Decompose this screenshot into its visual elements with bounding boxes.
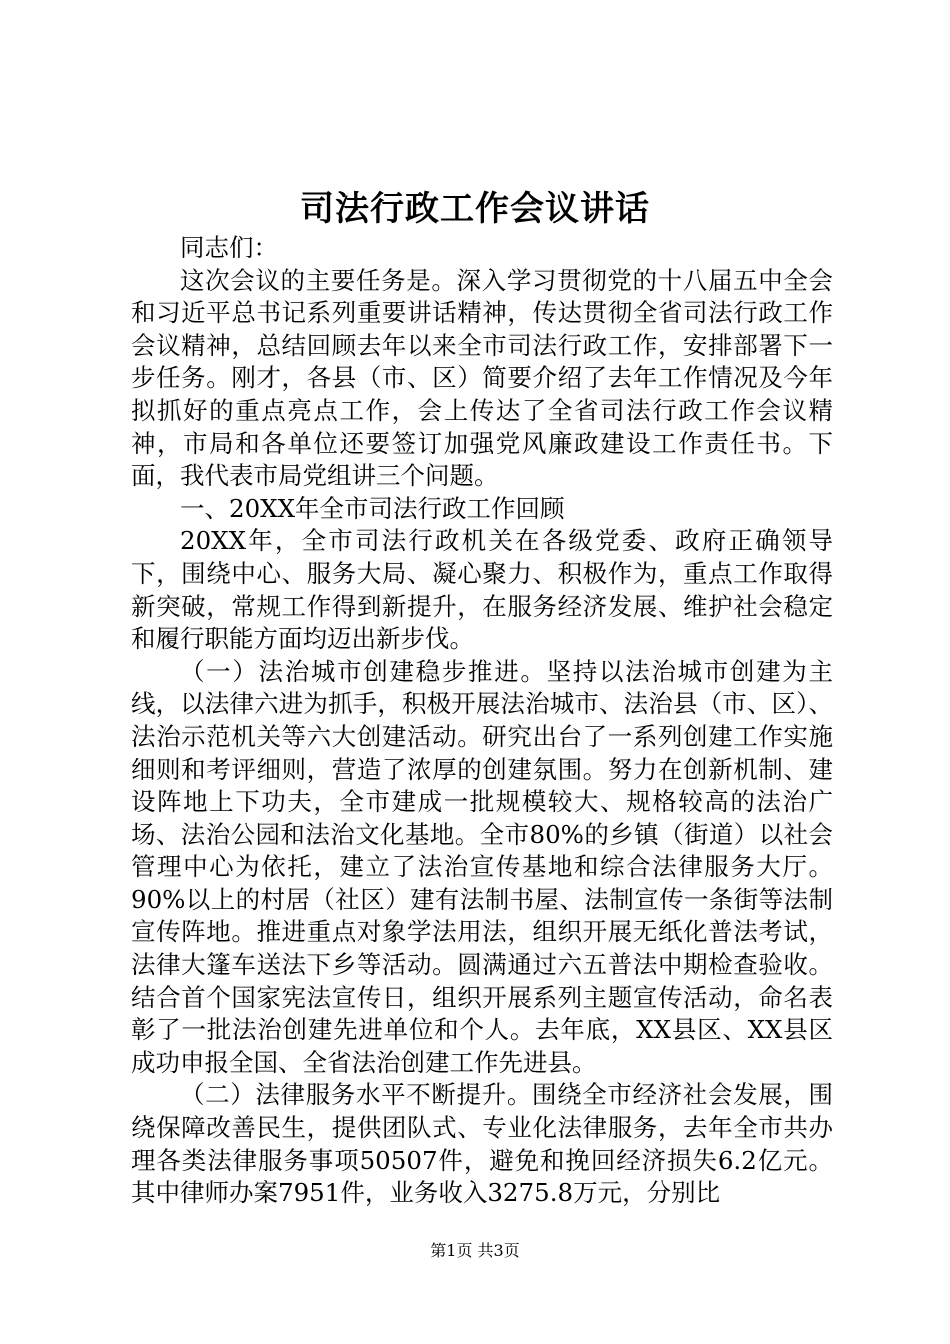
paragraph-rule-of-law-city: （一）法治城市创建稳步推进。坚持以法治城市创建为主线，以法律六进为抓手，积极开展法治城市、法治县（市、区）、法治示范机关等六大创建活动。研究出台了一系列创建工作实施细则和考评细则，营造了浓厚的创建氛围。努力在创新机制、建设阵地上下功夫，全市建成一批规模较大、规格较高的法治广场、法治公园和法治文化基地。全市80%的乡镇（街道）以社会管理中心为依托，建立了法治宣传基地和综合法律服务大厅。90%以上的村居（社区）建有法制书屋、法制宣传一条街等法制宣传阵地。推进重点对象学法用法，组织开展无纸化普法考试，法律大篷车送法下乡等活动。圆满通过六五普法中期检查验收。结合首个国家宪法宣传日，组织开展系列主题宣传活动，命名表彰了一批法治创建先进单位和个人。去年底，XX县区、XX县区成功申报全国、全省法治创建工作先进县。 [131, 656, 833, 1077]
paragraph-legal-services: （二）法律服务水平不断提升。围绕全市经济社会发展，围绕保障改善民生，提供团队式、专业化法律服务，去年全市共办理各类法律服务事项50507件，避免和挽回经济损失6.2亿元。其中律师办案7951件，业务收入3275.8万元，分别比 [131, 1080, 833, 1208]
document-title: 司法行政工作会议讲话 [300, 189, 650, 229]
paragraph-intro: 这次会议的主要任务是。深入学习贯彻党的十八届五中全会和习近平总书记系列重要讲话精神，传达贯彻全省司法行政工作会议精神，总结回顾去年以来全市司法行政工作，安排部署下一步任务。刚才，各县（市、区）简要介绍了去年工作情况及今年拟抓好的重点亮点工作，会上传达了全省司法行政工作会议精神，市局和各单位还要签订加强党风廉政建设工作责任书。下面，我代表市局党组讲三个问题。 [131, 265, 833, 491]
salutation: 同志们： [180, 233, 278, 262]
section-heading-1: 一、20XX年全市司法行政工作回顾 [180, 493, 565, 523]
document-body [131, 232, 833, 1210]
paragraph-review: 20XX年，全市司法行政机关在各级党委、政府正确领导下，围绕中心、服务大局、凝心聚力、积极作为，重点工作取得新突破，常规工作得到新提升，在服务经济发展、维护社会稳定和履行职能方面均迈出新步伐。 [131, 526, 833, 654]
page-footer: 第1页 共3页 [430, 1241, 520, 1260]
